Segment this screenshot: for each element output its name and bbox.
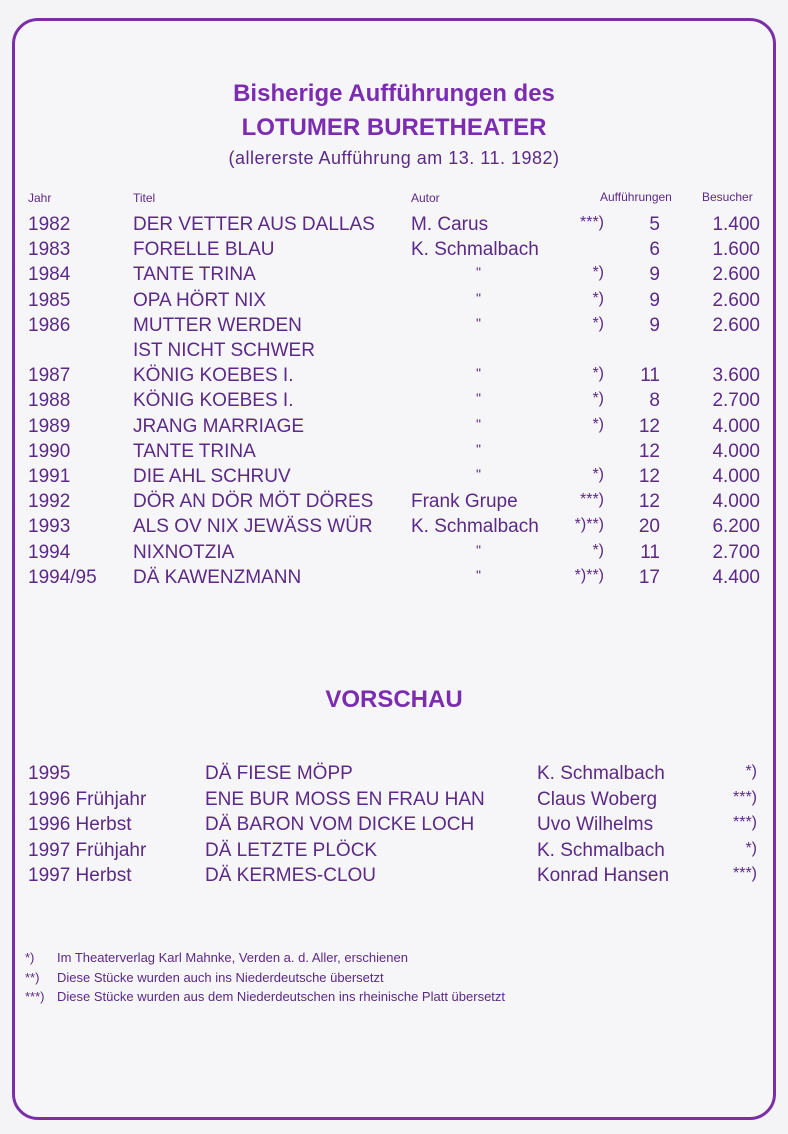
cell-performances: 12: [638, 466, 660, 487]
table-row: [0, 214, 788, 239]
cell-performances: 9: [649, 314, 660, 336]
preview-row: [0, 789, 788, 814]
cell-visitors: 4.000: [712, 415, 760, 437]
preview-author: Konrad Hansen: [537, 865, 670, 886]
cell-note: *): [592, 289, 604, 307]
cell-year: 1987: [28, 365, 71, 387]
cell-year: 1991: [28, 466, 71, 487]
preview-note: *): [745, 763, 757, 780]
preview-note: ***): [732, 788, 757, 806]
cell-title: FORELLE BLAU: [133, 239, 275, 261]
preview-author: Claus Woberg: [537, 788, 658, 810]
cell-year: 1992: [28, 491, 71, 513]
preview-date: 1996 Frühjahr: [28, 788, 147, 810]
preview-title: DÄ KERMES-CLOU: [205, 865, 377, 886]
cell-performances: 11: [640, 365, 660, 387]
cell-year: 1983: [28, 239, 71, 261]
footnote-mark: **): [25, 969, 40, 985]
cell-performances: 9: [649, 264, 660, 286]
header-year: Jahr: [28, 191, 52, 205]
preview-date: 1996 Herbst: [28, 814, 132, 835]
cell-performances: 12: [638, 491, 660, 513]
preview-author: K. Schmalbach: [537, 839, 665, 861]
cell-visitors: 1.400: [712, 214, 760, 235]
cell-visitors: 2.600: [712, 289, 760, 311]
cell-note: ***): [579, 491, 604, 509]
preview-author: Uvo Wilhelms: [537, 814, 654, 835]
preview-note: *): [745, 839, 757, 857]
cell-title: TANTE TRINA: [133, 440, 256, 462]
footnote-text: Im Theaterverlag Karl Mahnke, Verden a. d. Aller, erschienen: [57, 950, 408, 965]
cell-title: ALS OV NIX JEWÄSS WÜR: [133, 516, 373, 538]
table-row: [0, 567, 788, 592]
table-row: [0, 365, 788, 390]
header-performances: Aufführungen: [600, 190, 672, 204]
cell-year: 1994/95: [28, 566, 97, 588]
cell-title: IST NICHT SCHWER: [133, 340, 315, 361]
title-line-1: Bisherige Aufführungen des: [233, 80, 555, 107]
footnote-mark: ***): [25, 989, 45, 1004]
table-row: [0, 516, 788, 541]
title-line-2: LOTUMER BURETHEATER: [241, 114, 547, 141]
cell-title: JRANG MARRIAGE: [133, 415, 305, 437]
cell-note: *): [592, 415, 604, 433]
subtitle: (allererste Aufführung am 13. 11. 1982): [228, 148, 560, 168]
cell-author: K. Schmalbach: [411, 239, 539, 261]
preview-row: [0, 865, 788, 890]
cell-performances: 12: [638, 415, 660, 437]
preview-date: 1995: [28, 763, 71, 784]
cell-author: ": [476, 289, 481, 306]
preview-title: ENE BUR MOSS EN FRAU HAN: [205, 788, 485, 810]
cell-author: ": [476, 264, 481, 281]
cell-visitors: 2.600: [712, 264, 760, 286]
cell-title: TANTE TRINA: [133, 264, 256, 286]
cell-author: Frank Grupe: [411, 491, 518, 513]
table-row: [0, 491, 788, 516]
cell-title: DIE AHL SCHRUV: [133, 466, 291, 487]
preview-heading: VORSCHAU: [325, 686, 463, 713]
cell-note: *): [592, 264, 604, 282]
cell-visitors: 2.700: [712, 390, 760, 412]
cell-year: 1989: [28, 415, 71, 437]
cell-title: DÄ KAWENZMANN: [133, 566, 302, 588]
cell-title: KÖNIG KOEBES I.: [133, 390, 294, 412]
table-row: [0, 390, 788, 415]
cell-performances: 8: [649, 390, 660, 412]
cell-author: ": [476, 541, 481, 558]
cell-performances: 6: [649, 239, 660, 261]
cell-year: 1990: [28, 440, 71, 462]
cell-title: KÖNIG KOEBES I.: [133, 365, 294, 387]
cell-year: 1982: [28, 214, 71, 235]
cell-title: DÖR AN DÖR MÖT DÖRES: [133, 491, 374, 513]
cell-visitors: 2.600: [712, 314, 760, 336]
table-row: [0, 542, 788, 567]
cell-performances: 20: [638, 516, 660, 538]
cell-year: 1985: [28, 289, 71, 311]
cell-performances: 9: [649, 289, 660, 311]
cell-visitors: 4.400: [712, 566, 760, 588]
cell-title: DER VETTER AUS DALLAS: [133, 214, 375, 235]
cell-note: *): [592, 314, 604, 332]
cell-note: *): [592, 365, 604, 383]
cell-year: 1984: [28, 264, 71, 286]
cell-author: ": [476, 466, 481, 482]
cell-author: ": [476, 365, 481, 382]
cell-visitors: 4.000: [712, 466, 760, 487]
cell-visitors: 3.600: [712, 365, 760, 387]
cell-author: M. Carus: [411, 214, 489, 235]
preview-row: [0, 763, 788, 788]
table-row: [0, 340, 788, 365]
cell-visitors: 2.700: [712, 541, 760, 563]
cell-title: NIXNOTZIA: [133, 541, 235, 563]
cell-year: 1993: [28, 516, 71, 538]
cell-note: ***): [579, 214, 604, 231]
preview-note: ***): [732, 865, 757, 882]
cell-author: ": [476, 390, 481, 407]
cell-performances: 11: [640, 541, 660, 563]
preview-row: [0, 840, 788, 865]
cell-note: *)**): [574, 566, 604, 584]
preview-title: DÄ FIESE MÖPP: [205, 763, 353, 784]
footnote-text: Diese Stücke wurden aus dem Niederdeutschen ins rheinische Platt übersetzt: [57, 989, 506, 1004]
cell-author: ": [476, 440, 481, 457]
preview-date: 1997 Herbst: [28, 865, 132, 886]
header-author: Autor: [411, 191, 440, 205]
cell-author: ": [476, 314, 481, 331]
cell-performances: 12: [638, 440, 660, 462]
preview-title: DÄ LETZTE PLÖCK: [205, 839, 378, 861]
table-row: [0, 441, 788, 466]
cell-author: K. Schmalbach: [411, 516, 539, 538]
table-row: [0, 264, 788, 289]
header-title: Titel: [133, 191, 156, 205]
footnote-text: Diese Stücke wurden auch ins Niederdeutsche übersetzt: [57, 969, 384, 985]
cell-author: ": [476, 415, 481, 432]
table-row: [0, 239, 788, 264]
cell-year: 1994: [28, 541, 71, 563]
cell-title: MUTTER WERDEN: [133, 314, 302, 336]
cell-note: *): [592, 466, 604, 483]
table-row: [0, 290, 788, 315]
preview-author: K. Schmalbach: [537, 763, 665, 784]
cell-performances: 5: [649, 214, 660, 235]
cell-visitors: 4.000: [712, 491, 760, 513]
table-row: [0, 416, 788, 441]
cell-visitors: 6.200: [712, 516, 760, 538]
cell-performances: 17: [638, 566, 660, 588]
preview-note: ***): [732, 814, 757, 831]
cell-note: *): [592, 541, 604, 559]
cell-year: 1988: [28, 390, 71, 412]
cell-note: *): [592, 390, 604, 408]
cell-note: *)**): [574, 516, 604, 534]
preview-title: DÄ BARON VOM DICKE LOCH: [205, 814, 475, 835]
cell-author: ": [476, 566, 481, 583]
table-row: [0, 466, 788, 491]
cell-visitors: 4.000: [712, 440, 760, 462]
cell-year: 1986: [28, 314, 71, 336]
footnote-mark: *): [25, 950, 35, 965]
cell-visitors: 1.600: [712, 239, 760, 261]
header-visitors: Besucher: [702, 190, 753, 204]
cell-title: OPA HÖRT NIX: [133, 289, 267, 311]
preview-date: 1997 Frühjahr: [28, 839, 147, 861]
table-row: [0, 315, 788, 340]
preview-row: [0, 814, 788, 839]
